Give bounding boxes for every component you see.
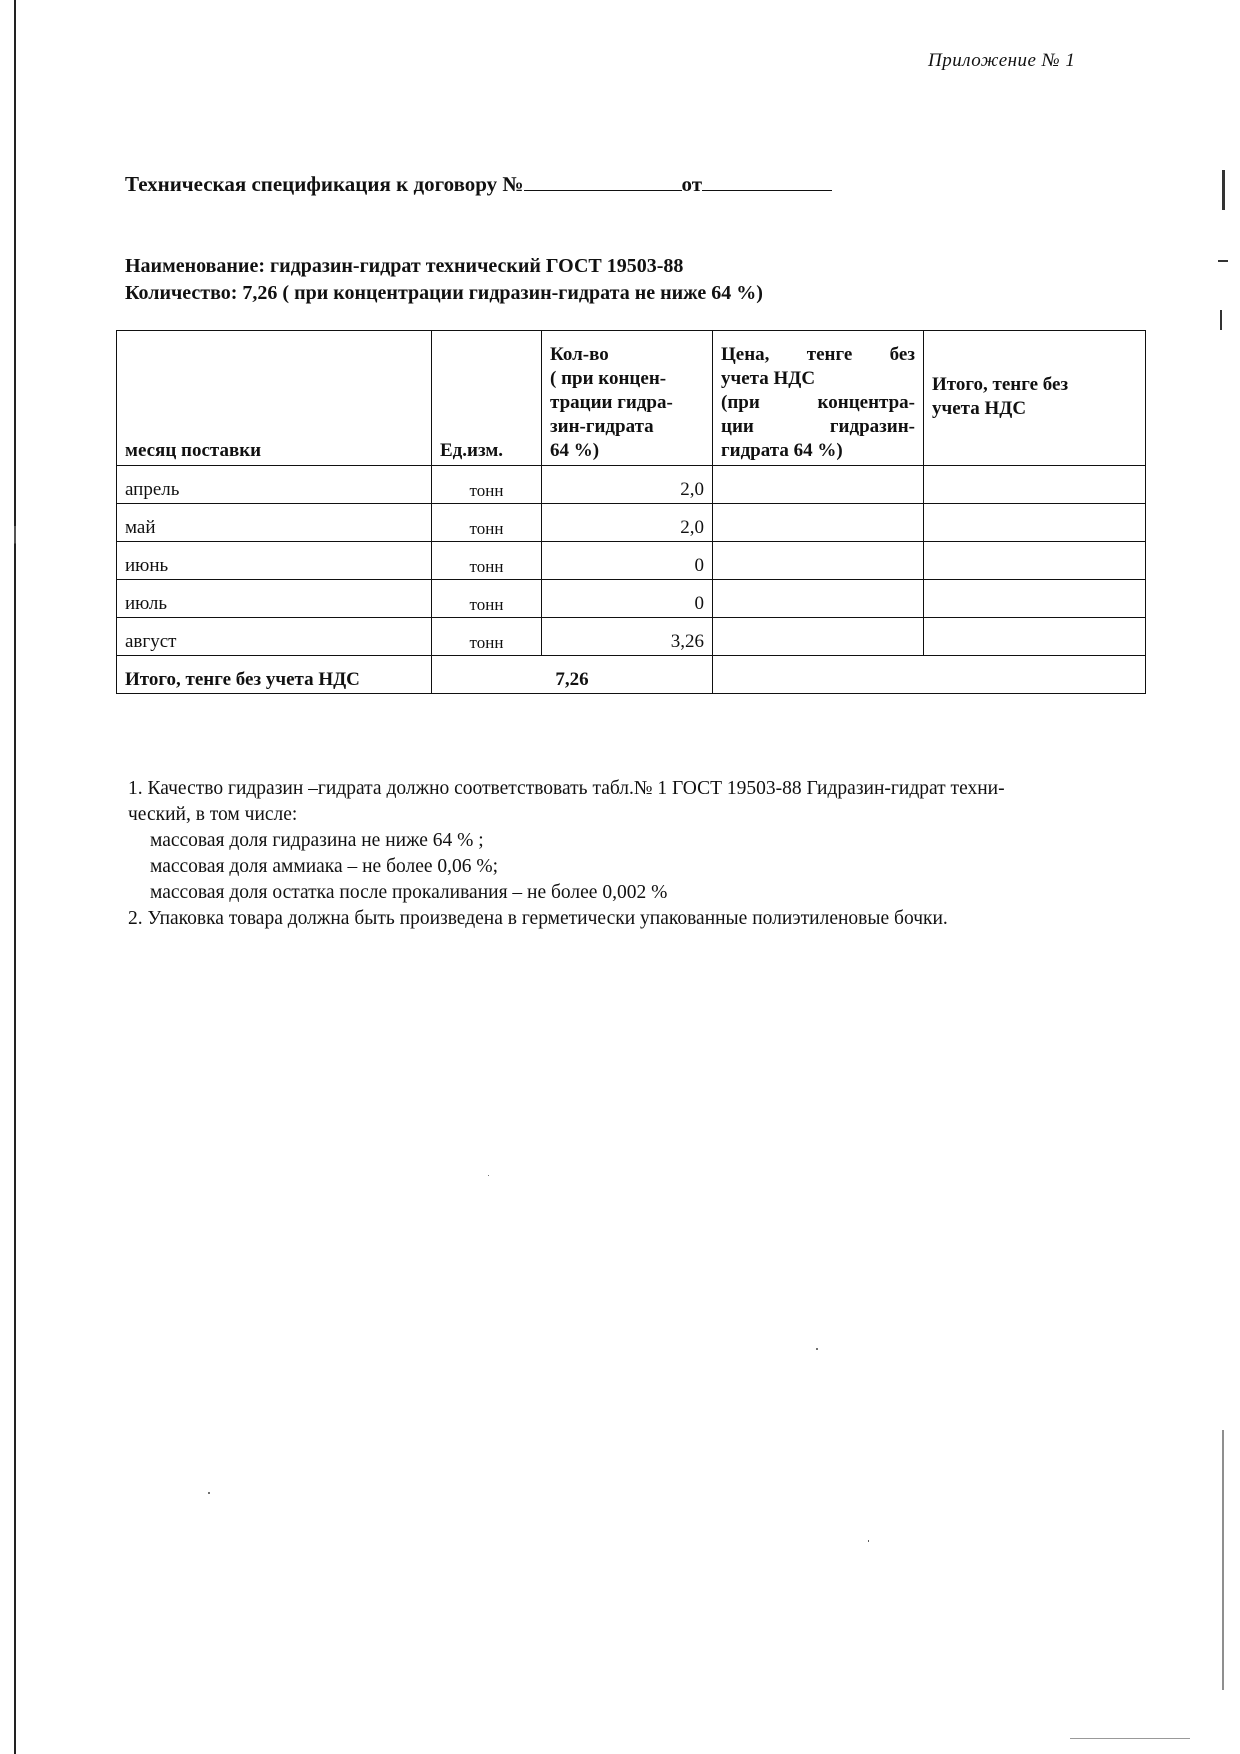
table-header-row (117, 331, 1146, 466)
contract-date-blank (702, 190, 832, 191)
header-qty-line: зин-гидрата (550, 416, 654, 437)
header-price-line: (при концентра- (721, 392, 915, 413)
cell-unit: тонн (432, 580, 542, 618)
total-empty-cell (713, 656, 1146, 694)
header-price (713, 331, 924, 466)
header-qty (542, 331, 713, 466)
header-unit: Ед.изм. (432, 331, 542, 466)
scan-artifact (1070, 1738, 1190, 1739)
cell-unit: тонн (432, 542, 542, 580)
header-qty-line: 64 %) (550, 440, 600, 461)
cell-unit: тонн (432, 618, 542, 656)
note-sub-2: массовая доля аммиака – не более 0,06 %; (150, 856, 499, 877)
spec-title-from: от (681, 172, 703, 196)
cell-unit: тонн (432, 466, 542, 504)
note-item-1: 1. Качество гидразин –гидрата должно соответствовать табл.№ 1 ГОСТ 19503-88 Гидразин-гидрат техни- (128, 778, 1005, 799)
cell-month: июнь (117, 542, 432, 580)
cell-month: апрель (117, 466, 432, 504)
cell-qty: 0 (542, 542, 713, 580)
cell-total (924, 504, 1146, 542)
header-qty-line: ( при концен- (550, 368, 667, 389)
contract-number-blank (524, 190, 682, 191)
cell-qty: 2,0 (542, 466, 713, 504)
table-row (117, 466, 1146, 504)
scan-speck (488, 1175, 489, 1176)
cell-unit: тонн (432, 504, 542, 542)
cell-price (713, 504, 924, 542)
header-month: месяц поставки (117, 331, 432, 466)
table-row (117, 580, 1146, 618)
cell-price (713, 580, 924, 618)
scan-speck (208, 1492, 210, 1494)
total-label: Итого, тенге без учета НДС (117, 656, 432, 694)
cell-qty: 0 (542, 580, 713, 618)
product-quantity: Количество: 7,26 ( при концентрации гидразин-гидрата не ниже 64 %) (125, 282, 763, 304)
cell-month: июль (117, 580, 432, 618)
header-price-line: учета НДС (721, 368, 816, 389)
scan-speck (816, 1348, 818, 1350)
table-row (117, 618, 1146, 656)
cell-price (713, 466, 924, 504)
note-sub-1: массовая доля гидразина не ниже 64 % ; (150, 830, 484, 851)
note-sub-3: массовая доля остатка после прокаливания – не более 0,002 % (150, 882, 668, 903)
cell-total (924, 618, 1146, 656)
cell-total (924, 542, 1146, 580)
scan-artifact (1222, 170, 1225, 210)
cell-total (924, 580, 1146, 618)
header-price-line: ции гидразин- (721, 416, 915, 437)
annex-label: Приложение № 1 (928, 50, 1076, 71)
header-total-line: Итого, тенге без (932, 374, 1069, 395)
header-qty-line: трации гидра- (550, 392, 673, 413)
cell-month: август (117, 618, 432, 656)
scan-speck (868, 1540, 869, 1542)
cell-qty: 2,0 (542, 504, 713, 542)
scan-artifact (1222, 1430, 1224, 1690)
cell-price (713, 618, 924, 656)
notes-section (128, 776, 1138, 932)
specification-table (116, 330, 1146, 694)
cell-price (713, 542, 924, 580)
spec-title (125, 172, 832, 197)
note-item-1-cont: ческий, в том числе: (128, 804, 298, 825)
spec-title-prefix: Техническая спецификация к договору № (125, 172, 524, 196)
scan-artifact (1220, 310, 1222, 330)
product-name: Наименование: гидразин-гидрат технический ГОСТ 19503-88 (125, 255, 684, 277)
total-value: 7,26 (432, 656, 713, 694)
table-total-row (117, 656, 1146, 694)
note-item-2: 2. Упаковка товара должна быть произведена в герметически упакованные полиэтиленовые бочки. (128, 908, 948, 929)
scan-artifact (1218, 260, 1228, 262)
table-row (117, 542, 1146, 580)
header-price-line: Цена, тенге без (721, 344, 915, 365)
header-total (924, 331, 1146, 466)
cell-qty: 3,26 (542, 618, 713, 656)
cell-month: май (117, 504, 432, 542)
header-qty-line: Кол-во (550, 344, 609, 365)
header-price-line: гидрата 64 %) (721, 440, 843, 461)
scan-edge (14, 0, 16, 1754)
cell-total (924, 466, 1146, 504)
header-total-line: учета НДС (932, 398, 1027, 419)
table-row (117, 504, 1146, 542)
